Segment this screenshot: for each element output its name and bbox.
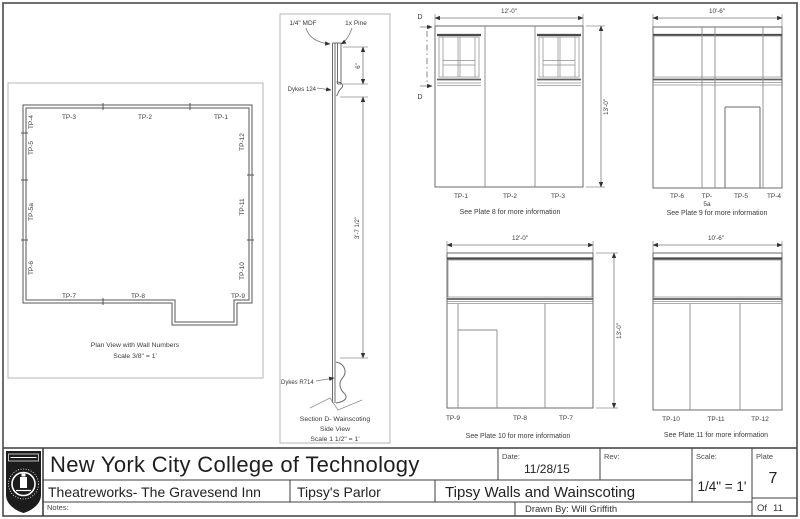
section-view bbox=[280, 14, 390, 443]
section-dim-height-text: 3'-7 1/2" bbox=[355, 217, 361, 239]
plate-of-total: 11 bbox=[773, 503, 783, 514]
elev4-caption: See Plate 11 for more information bbox=[663, 432, 769, 439]
plan-label-tp3: TP-3 bbox=[61, 114, 77, 121]
section-base-molding-profile bbox=[336, 362, 346, 403]
notes-label: Notes: bbox=[47, 503, 69, 512]
section-caption-line2: Side View bbox=[319, 426, 351, 433]
plan-label-tp2: TP-2 bbox=[137, 114, 153, 121]
title-block bbox=[3, 448, 797, 516]
elevation-plate-11 bbox=[653, 235, 782, 439]
section-label-pine: 1x Pine bbox=[345, 20, 367, 27]
elev2-panel-tp4: TP-4 bbox=[766, 193, 782, 200]
section-leader-mdf bbox=[306, 28, 330, 44]
plan-label-tp12: TP-12 bbox=[239, 133, 246, 151]
elev4-panel-tp10: TP-10 bbox=[662, 416, 680, 423]
elev3-caption: See Plate 10 for more information bbox=[465, 433, 571, 440]
elev2-panel-tp6: TP-6 bbox=[669, 193, 685, 200]
section-caption-line1: Section D- Wainscoting bbox=[299, 416, 371, 423]
elev1-marker-d-top: D bbox=[417, 14, 423, 21]
elev3-panel-tp7: TP-7 bbox=[558, 415, 574, 422]
elev1-caption: See Plate 8 for more information bbox=[459, 209, 561, 216]
section-leader-pine bbox=[341, 28, 352, 44]
plan-label-tp10: TP-10 bbox=[239, 262, 246, 280]
college-title: New York City College of Technology bbox=[50, 452, 420, 477]
section-leader-cap-molding bbox=[317, 88, 331, 90]
plate-label: Plate bbox=[756, 452, 774, 461]
elev1-height-dim: 13'-0" bbox=[603, 98, 610, 116]
date-label: Date: bbox=[502, 452, 520, 461]
drawn-by: Drawn By: Will Griffith bbox=[525, 504, 618, 515]
section-label-mdf: 1/4" MDF bbox=[289, 20, 317, 27]
elev1-panel-tp3: TP-3 bbox=[550, 193, 566, 200]
elev4-panel-tp12: TP-12 bbox=[751, 416, 769, 423]
elev1-window-right bbox=[537, 35, 581, 86]
plan-label-tp4: TP-4 bbox=[28, 114, 35, 130]
elev2-caption: See Plate 9 for more information bbox=[666, 210, 768, 217]
elev2-panel-tp5: TP-5 bbox=[733, 193, 749, 200]
plan-wall-inner bbox=[26, 108, 249, 322]
date-value: 11/28/15 bbox=[524, 462, 570, 476]
section-label-cap-molding: Dykes 124 bbox=[287, 87, 316, 93]
plan-wall-outer bbox=[23, 105, 252, 325]
plan-caption-line1: Plan View with Wall Numbers bbox=[90, 342, 180, 349]
elev3-panel-tp8: TP-8 bbox=[512, 415, 528, 422]
college-seal-logo bbox=[6, 451, 41, 513]
section-label-base-molding: Dykes R714 bbox=[281, 380, 314, 386]
elev1-panel-tp1: TP-1 bbox=[453, 193, 469, 200]
plan-panel-frame bbox=[8, 83, 263, 378]
elev1-marker-d-bottom: D bbox=[417, 94, 423, 101]
plan-label-tp8: TP-8 bbox=[130, 293, 146, 300]
production-title: Theatreworks- The Gravesend Inn bbox=[48, 484, 261, 500]
plan-label-tp6: TP-6 bbox=[28, 260, 35, 276]
plan-caption-line2: Scale 3/8" = 1' bbox=[113, 353, 157, 360]
elev1-panel-tp2: TP-2 bbox=[502, 193, 518, 200]
section-dim-cap bbox=[343, 47, 368, 84]
elev3-wall bbox=[447, 253, 593, 408]
plan-label-tp5a: TP-5a bbox=[28, 203, 35, 221]
elevation-plate-9 bbox=[653, 8, 782, 217]
section-break-line bbox=[310, 398, 362, 410]
plan-wall-joints bbox=[21, 103, 254, 305]
plan-label-tp7: TP-7 bbox=[61, 293, 77, 300]
elev3-panel-tp9: TP-9 bbox=[445, 415, 461, 422]
section-boards bbox=[333, 43, 342, 403]
elev4-width-dim: 10'-6" bbox=[707, 235, 725, 242]
plan-label-tp11: TP-11 bbox=[239, 198, 246, 216]
section-caption-line3: Scale 1 1/2" = 1' bbox=[310, 436, 360, 443]
plan-view bbox=[8, 83, 263, 378]
elev2-width-dim: 10'-6" bbox=[708, 8, 726, 15]
elev2-panel-tp5a-line1: TP- bbox=[701, 193, 713, 200]
elevation-plate-10 bbox=[446, 235, 623, 440]
scale-label: Scale: bbox=[696, 452, 717, 461]
plan-label-tp9: TP-9 bbox=[230, 293, 246, 300]
elev4-panel-tp11: TP-11 bbox=[707, 416, 725, 423]
elev1-wall bbox=[435, 26, 583, 187]
elev4-wall bbox=[653, 253, 782, 410]
rev-label: Rev: bbox=[604, 452, 620, 461]
elev3-width-dim: 12'-0" bbox=[511, 235, 529, 242]
location-title: Tipsy's Parlor bbox=[297, 484, 381, 500]
scale-value: 1/4" = 1' bbox=[697, 479, 747, 494]
elev4-window-band bbox=[653, 259, 782, 304]
section-leader-base-molding bbox=[316, 378, 334, 381]
plan-label-tp5: TP-5 bbox=[28, 140, 35, 156]
elev3-window-band bbox=[447, 259, 593, 304]
plate-of-label: Of bbox=[757, 503, 768, 514]
sheet-title: Tipsy Walls and Wainscoting bbox=[445, 484, 636, 501]
section-dim-cap-text: 6" bbox=[356, 63, 362, 69]
plan-label-tp1: TP-1 bbox=[213, 114, 229, 121]
elevation-plate-8 bbox=[417, 8, 610, 216]
elev2-door-opening bbox=[725, 107, 760, 188]
elev2-panel-tp5a-line2: 5a bbox=[703, 201, 711, 208]
elev1-section-markers bbox=[417, 14, 432, 101]
elev3-height-dim: 13'-0" bbox=[616, 322, 623, 340]
elev1-window-left bbox=[437, 35, 481, 86]
elev1-width-dim: 12'-0" bbox=[500, 8, 518, 15]
section-dim-height bbox=[340, 97, 368, 358]
plate-number: 7 bbox=[768, 470, 778, 487]
